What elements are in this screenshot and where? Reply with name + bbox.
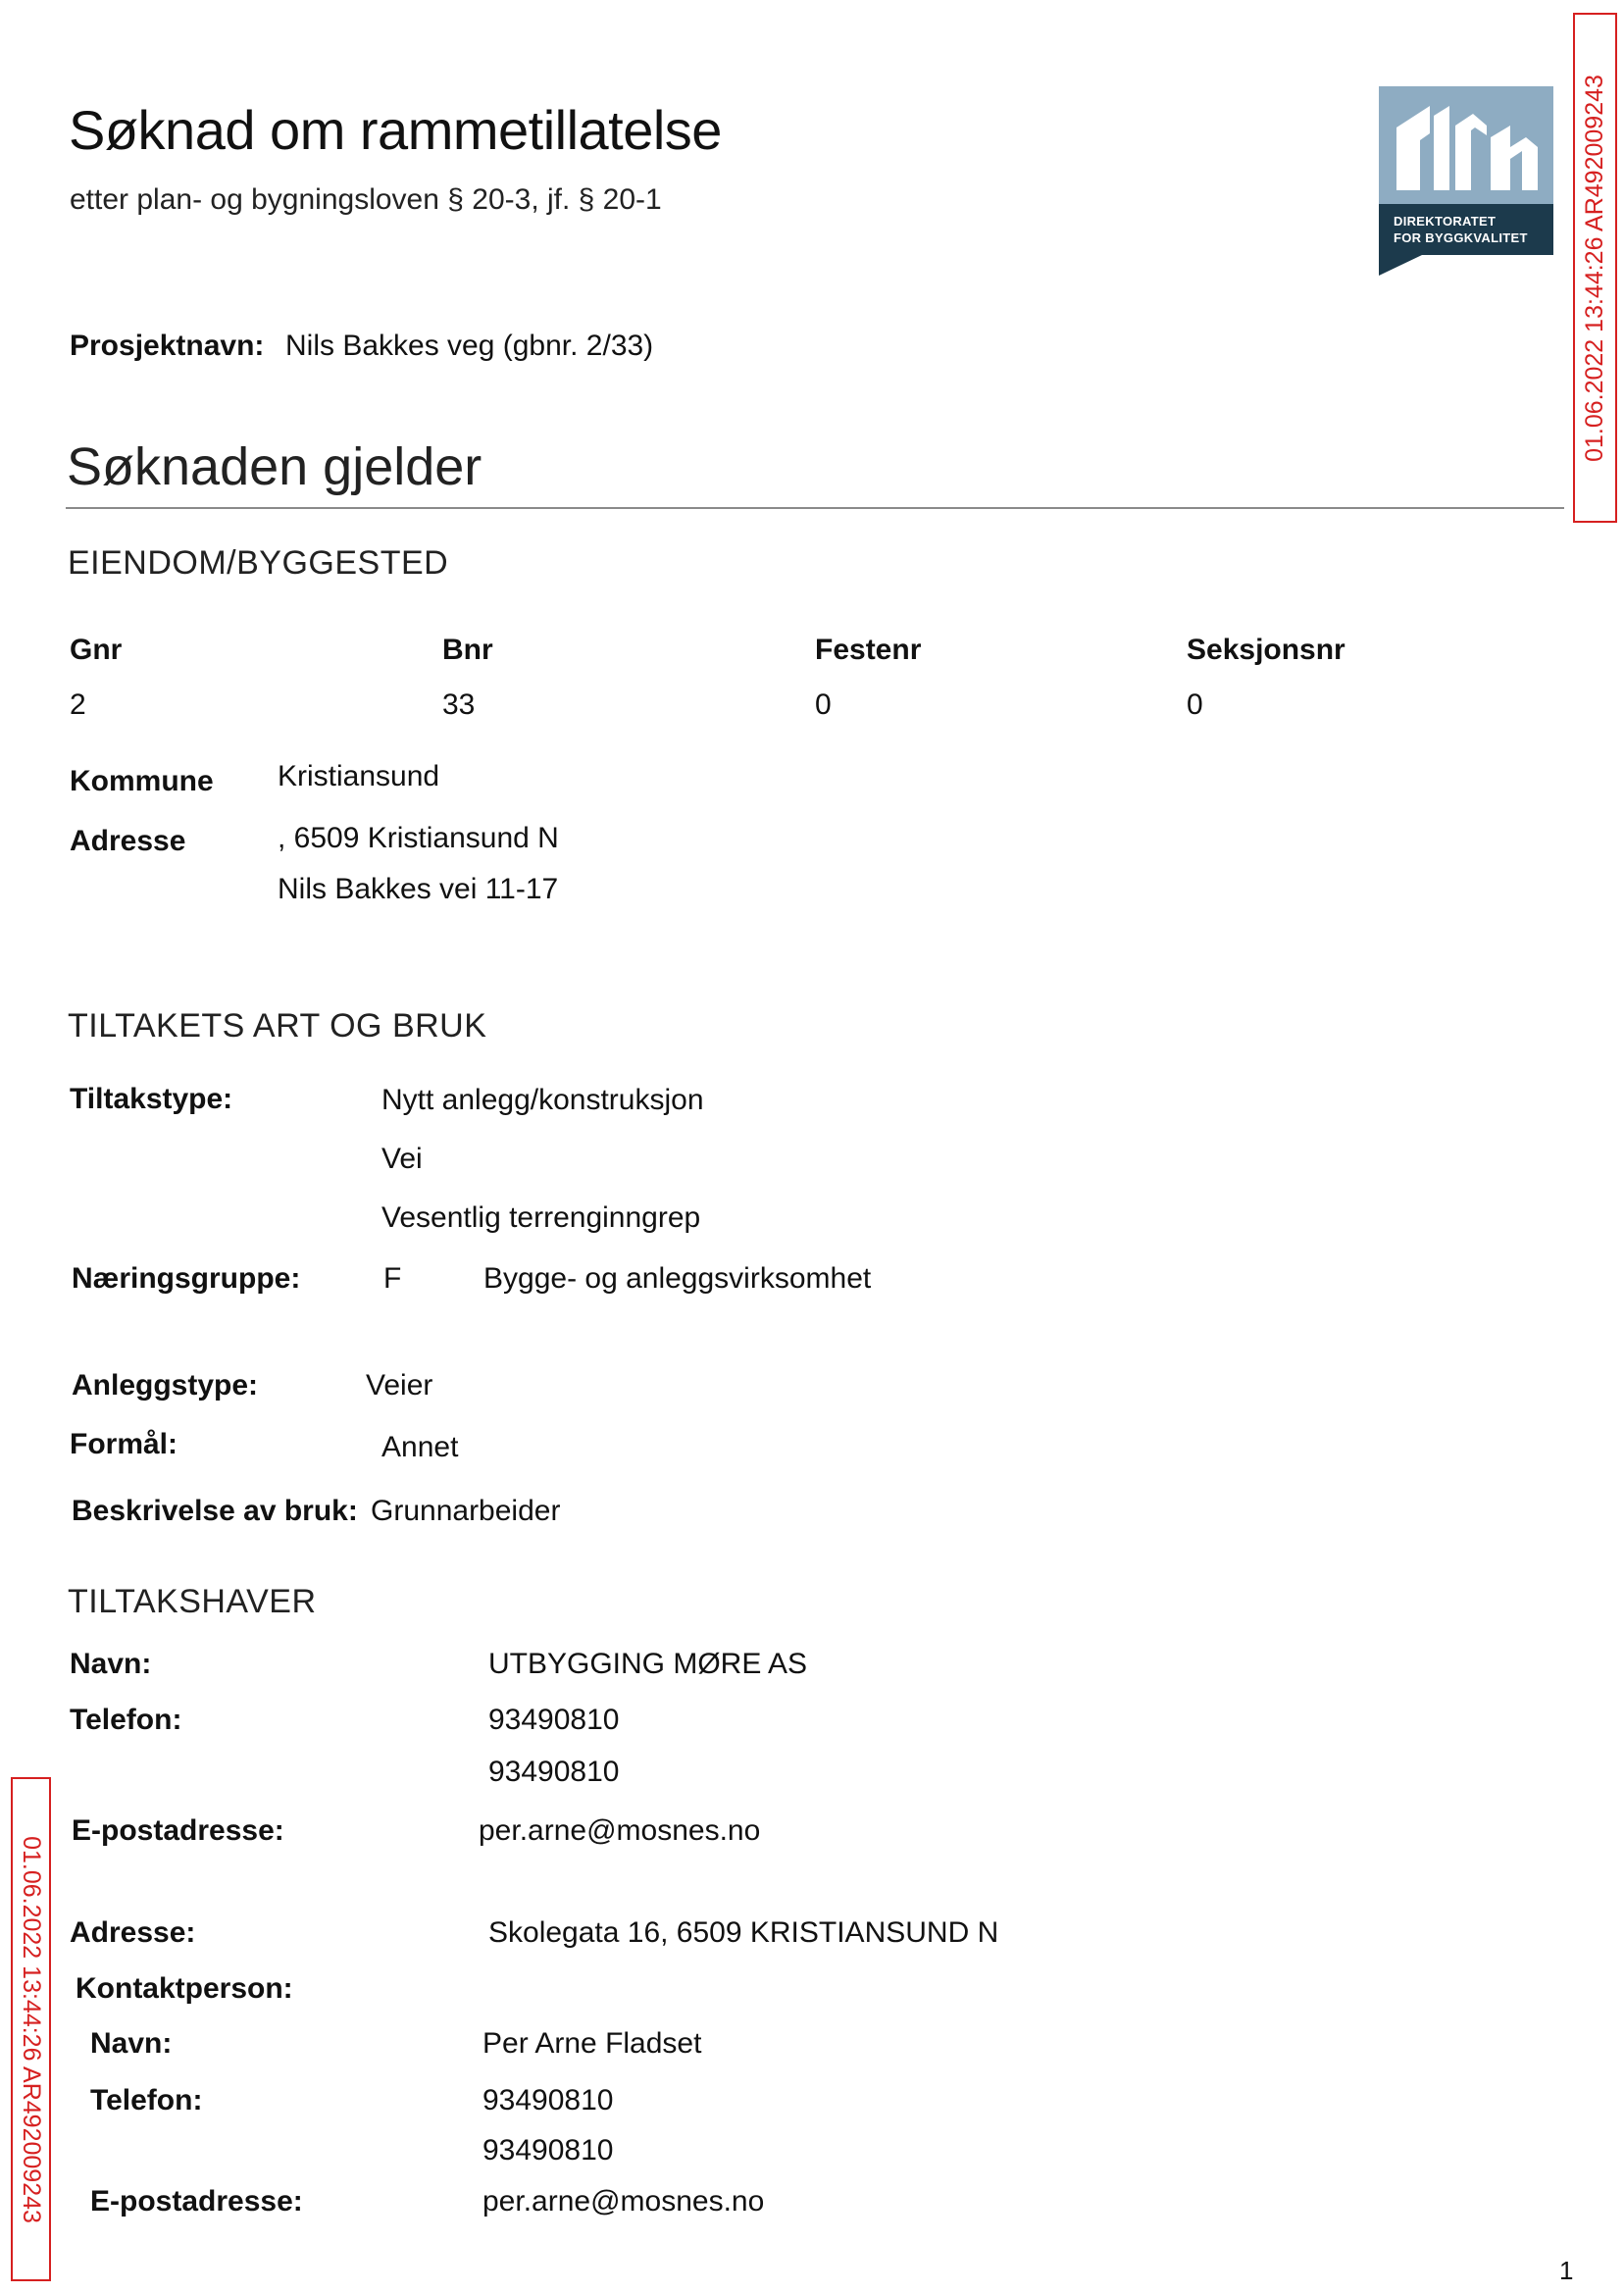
kontaktperson-label: Kontaktperson: bbox=[76, 1972, 293, 2005]
tiltakshaver-epost-value: per.arne@mosnes.no bbox=[479, 1814, 761, 1847]
logo-text bbox=[1379, 204, 1553, 255]
receipt-stamp-right bbox=[1573, 13, 1617, 523]
tiltakshaver-telefon-value-2: 93490810 bbox=[488, 1756, 620, 1788]
formal-value: Annet bbox=[381, 1431, 459, 1463]
eiendom-heading: EIENDOM/BYGGESTED bbox=[68, 544, 449, 582]
kommune-label: Kommune bbox=[70, 765, 214, 797]
page-title: Søknad om rammetillatelse bbox=[69, 99, 722, 161]
page-number: 1 bbox=[1559, 2256, 1574, 2285]
beskrivelse-value: Grunnarbeider bbox=[371, 1495, 561, 1527]
receipt-stamp-left bbox=[11, 1777, 51, 2281]
kontakt-epost-label: E-postadresse: bbox=[90, 2185, 303, 2218]
section-divider bbox=[66, 507, 1564, 509]
stamp-text: 01.06.2022 13:44:26 AR492009243 bbox=[1581, 74, 1608, 462]
kontakt-navn-value: Per Arne Fladset bbox=[482, 2027, 702, 2060]
tiltakstype-value-1: Nytt anlegg/konstruksjon bbox=[381, 1084, 704, 1116]
adresse-line-2: Nils Bakkes vei 11-17 bbox=[278, 873, 559, 905]
tiltakshaver-heading: TILTAKSHAVER bbox=[68, 1583, 317, 1620]
gnr-label: Gnr bbox=[70, 634, 123, 666]
anleggstype-value: Veier bbox=[366, 1369, 433, 1402]
seksjonsnr-label: Seksjonsnr bbox=[1187, 634, 1345, 666]
festenr-value: 0 bbox=[815, 688, 832, 721]
tiltakshaver-adresse-label: Adresse: bbox=[70, 1916, 196, 1949]
kontakt-telefon-label: Telefon: bbox=[90, 2084, 203, 2116]
gnr-value: 2 bbox=[70, 688, 86, 721]
tiltakshaver-epost-label: E-postadresse: bbox=[72, 1814, 284, 1847]
tiltakstype-label: Tiltakstype: bbox=[70, 1083, 233, 1115]
anleggstype-label: Anleggstype: bbox=[72, 1369, 259, 1402]
kontakt-epost-value: per.arne@mosnes.no bbox=[482, 2185, 765, 2218]
formal-label: Formål: bbox=[70, 1428, 178, 1460]
kommune-value: Kristiansund bbox=[278, 760, 440, 792]
project-label: Prosjektnavn: bbox=[70, 330, 265, 362]
adresse-line-1: , 6509 Kristiansund N bbox=[278, 822, 559, 854]
kontakt-telefon-value-2: 93490810 bbox=[482, 2134, 614, 2167]
logo-tail bbox=[1379, 255, 1422, 276]
naeringsgruppe-code: F bbox=[383, 1262, 402, 1295]
tiltakshaver-telefon-value-1: 93490810 bbox=[488, 1704, 620, 1736]
bnr-label: Bnr bbox=[442, 634, 493, 666]
tiltak-heading: TILTAKETS ART OG BRUK bbox=[68, 1007, 487, 1045]
tiltakstype-value-2: Vei bbox=[381, 1143, 423, 1175]
tiltakshaver-adresse-value: Skolegata 16, 6509 KRISTIANSUND N bbox=[488, 1916, 999, 1949]
dibk-logo bbox=[1379, 86, 1553, 276]
project-value: Nils Bakkes veg (gbnr. 2/33) bbox=[285, 330, 654, 362]
stamp-text: 01.06.2022 13:44:26 AR492009243 bbox=[18, 1835, 45, 2223]
tiltakshaver-navn-value: UTBYGGING MØRE AS bbox=[488, 1648, 808, 1680]
tiltakstype-value-3: Vesentlig terrenginngrep bbox=[381, 1201, 701, 1234]
naeringsgruppe-label: Næringsgruppe: bbox=[72, 1262, 301, 1295]
tiltakshaver-navn-label: Navn: bbox=[70, 1648, 152, 1680]
page-subtitle: etter plan- og bygningsloven § 20-3, jf. § 20-1 bbox=[70, 183, 662, 216]
logo-emblem bbox=[1379, 86, 1553, 204]
naeringsgruppe-value: Bygge- og anleggsvirksomhet bbox=[483, 1262, 872, 1295]
adresse-label: Adresse bbox=[70, 825, 186, 857]
tiltakshaver-telefon-label: Telefon: bbox=[70, 1704, 182, 1736]
beskrivelse-label: Beskrivelse av bruk: bbox=[72, 1495, 358, 1527]
logo-line-1: DIREKTORATET bbox=[1394, 214, 1497, 229]
logo-line-2: FOR BYGGKVALITET bbox=[1394, 230, 1528, 245]
section-heading: Søknaden gjelder bbox=[67, 437, 482, 496]
kontakt-navn-label: Navn: bbox=[90, 2027, 173, 2060]
bnr-value: 33 bbox=[442, 688, 476, 721]
festenr-label: Festenr bbox=[815, 634, 922, 666]
kontakt-telefon-value-1: 93490810 bbox=[482, 2084, 614, 2116]
seksjonsnr-value: 0 bbox=[1187, 688, 1203, 721]
